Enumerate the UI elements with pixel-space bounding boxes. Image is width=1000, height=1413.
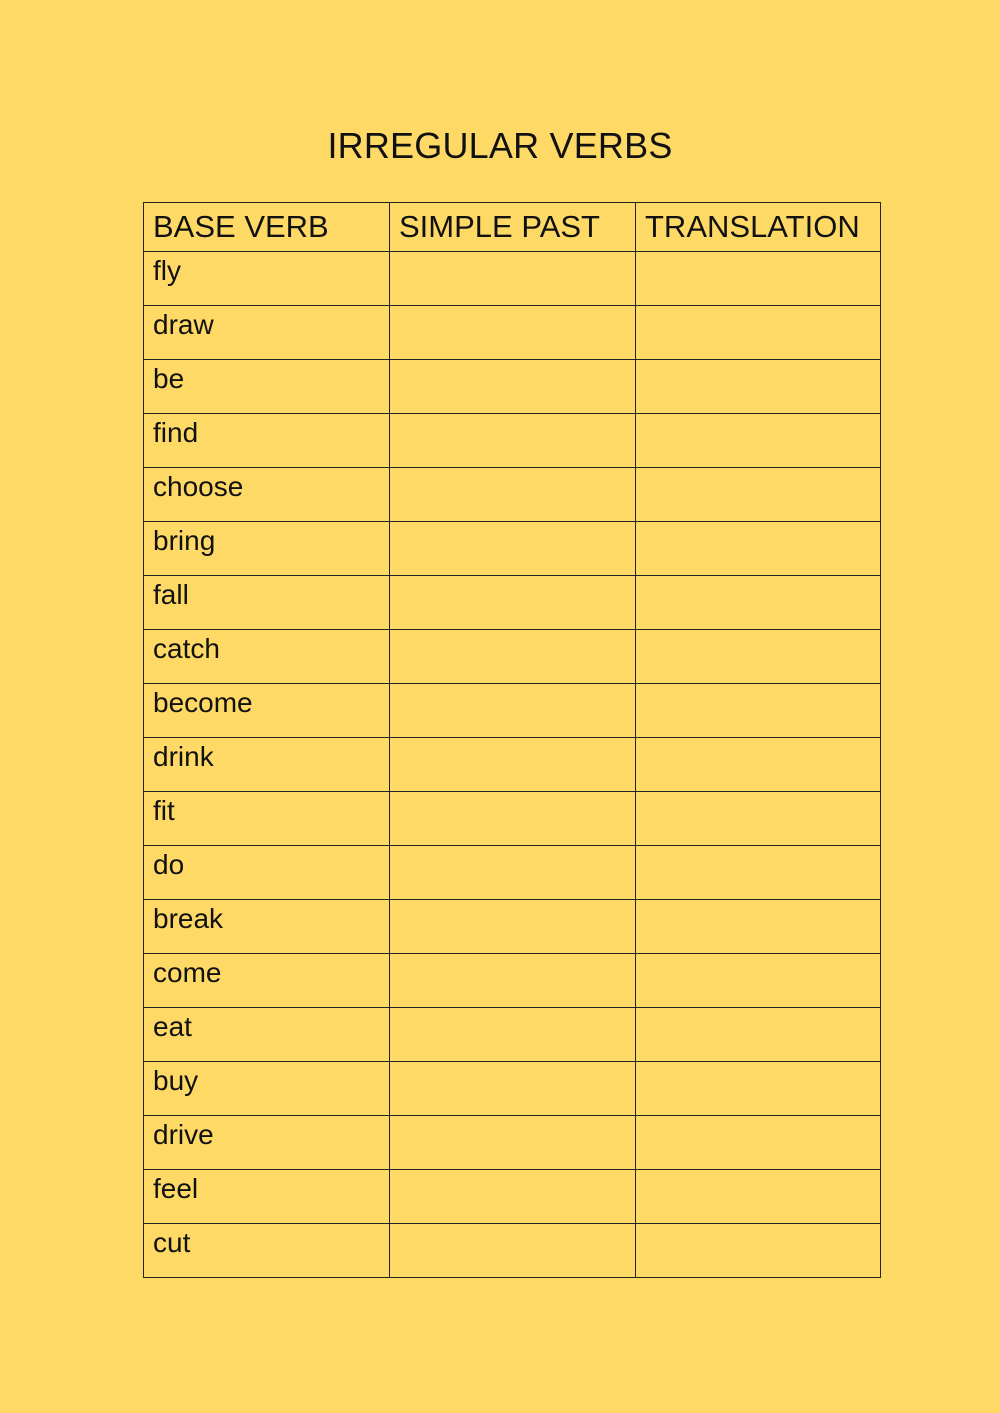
table-row bbox=[144, 1170, 881, 1224]
simple-past-cell[interactable] bbox=[390, 630, 636, 684]
simple-past-cell[interactable] bbox=[390, 1062, 636, 1116]
simple-past-cell[interactable] bbox=[390, 1224, 636, 1278]
translation-cell[interactable] bbox=[636, 414, 881, 468]
table-row bbox=[144, 1224, 881, 1278]
table-row bbox=[144, 522, 881, 576]
base-verb-cell: fall bbox=[144, 576, 390, 630]
translation-cell[interactable] bbox=[636, 576, 881, 630]
table-row bbox=[144, 792, 881, 846]
translation-cell[interactable] bbox=[636, 630, 881, 684]
header-base-verb: BASE VERB bbox=[144, 203, 390, 252]
base-verb-cell: catch bbox=[144, 630, 390, 684]
simple-past-cell[interactable] bbox=[390, 414, 636, 468]
base-verb-cell: buy bbox=[144, 1062, 390, 1116]
table-row bbox=[144, 306, 881, 360]
base-verb-cell: drink bbox=[144, 738, 390, 792]
base-verb-cell: fly bbox=[144, 252, 390, 306]
table-row bbox=[144, 1062, 881, 1116]
base-verb-cell: find bbox=[144, 414, 390, 468]
verb-rows bbox=[144, 252, 881, 1278]
simple-past-cell[interactable] bbox=[390, 792, 636, 846]
base-verb-cell: come bbox=[144, 954, 390, 1008]
simple-past-cell[interactable] bbox=[390, 306, 636, 360]
simple-past-cell[interactable] bbox=[390, 522, 636, 576]
header-translation: TRANSLATION bbox=[636, 203, 881, 252]
base-verb-cell: choose bbox=[144, 468, 390, 522]
base-verb-cell: be bbox=[144, 360, 390, 414]
table-row bbox=[144, 954, 881, 1008]
verbs-table bbox=[143, 202, 881, 1278]
simple-past-cell[interactable] bbox=[390, 1008, 636, 1062]
base-verb-cell: bring bbox=[144, 522, 390, 576]
base-verb-cell: drive bbox=[144, 1116, 390, 1170]
translation-cell[interactable] bbox=[636, 792, 881, 846]
table-row bbox=[144, 900, 881, 954]
simple-past-cell[interactable] bbox=[390, 1170, 636, 1224]
base-verb-cell: cut bbox=[144, 1224, 390, 1278]
simple-past-cell[interactable] bbox=[390, 360, 636, 414]
page-title: IRREGULAR VERBS bbox=[327, 125, 673, 166]
translation-cell[interactable] bbox=[636, 360, 881, 414]
table-row bbox=[144, 468, 881, 522]
simple-past-cell[interactable] bbox=[390, 576, 636, 630]
simple-past-cell[interactable] bbox=[390, 738, 636, 792]
simple-past-cell[interactable] bbox=[390, 900, 636, 954]
simple-past-cell[interactable] bbox=[390, 1116, 636, 1170]
table-row bbox=[144, 360, 881, 414]
simple-past-cell[interactable] bbox=[390, 846, 636, 900]
table-header-row bbox=[144, 203, 881, 252]
translation-cell[interactable] bbox=[636, 738, 881, 792]
translation-cell[interactable] bbox=[636, 1170, 881, 1224]
translation-cell[interactable] bbox=[636, 846, 881, 900]
translation-cell[interactable] bbox=[636, 900, 881, 954]
simple-past-cell[interactable] bbox=[390, 252, 636, 306]
base-verb-cell: become bbox=[144, 684, 390, 738]
translation-cell[interactable] bbox=[636, 1224, 881, 1278]
table-row bbox=[144, 1008, 881, 1062]
base-verb-cell: eat bbox=[144, 1008, 390, 1062]
table-row bbox=[144, 414, 881, 468]
translation-cell[interactable] bbox=[636, 1116, 881, 1170]
simple-past-cell[interactable] bbox=[390, 468, 636, 522]
translation-cell[interactable] bbox=[636, 306, 881, 360]
translation-cell[interactable] bbox=[636, 1062, 881, 1116]
translation-cell[interactable] bbox=[636, 1008, 881, 1062]
translation-cell[interactable] bbox=[636, 684, 881, 738]
table-row bbox=[144, 576, 881, 630]
table-row bbox=[144, 1116, 881, 1170]
translation-cell[interactable] bbox=[636, 252, 881, 306]
base-verb-cell: do bbox=[144, 846, 390, 900]
header-simple-past: SIMPLE PAST bbox=[390, 203, 636, 252]
base-verb-cell: draw bbox=[144, 306, 390, 360]
simple-past-cell[interactable] bbox=[390, 954, 636, 1008]
table-row bbox=[144, 846, 881, 900]
translation-cell[interactable] bbox=[636, 954, 881, 1008]
table-row bbox=[144, 738, 881, 792]
table-row bbox=[144, 252, 881, 306]
base-verb-cell: fit bbox=[144, 792, 390, 846]
translation-cell[interactable] bbox=[636, 468, 881, 522]
translation-cell[interactable] bbox=[636, 522, 881, 576]
base-verb-cell: feel bbox=[144, 1170, 390, 1224]
simple-past-cell[interactable] bbox=[390, 684, 636, 738]
base-verb-cell: break bbox=[144, 900, 390, 954]
table-row bbox=[144, 630, 881, 684]
table-row bbox=[144, 684, 881, 738]
